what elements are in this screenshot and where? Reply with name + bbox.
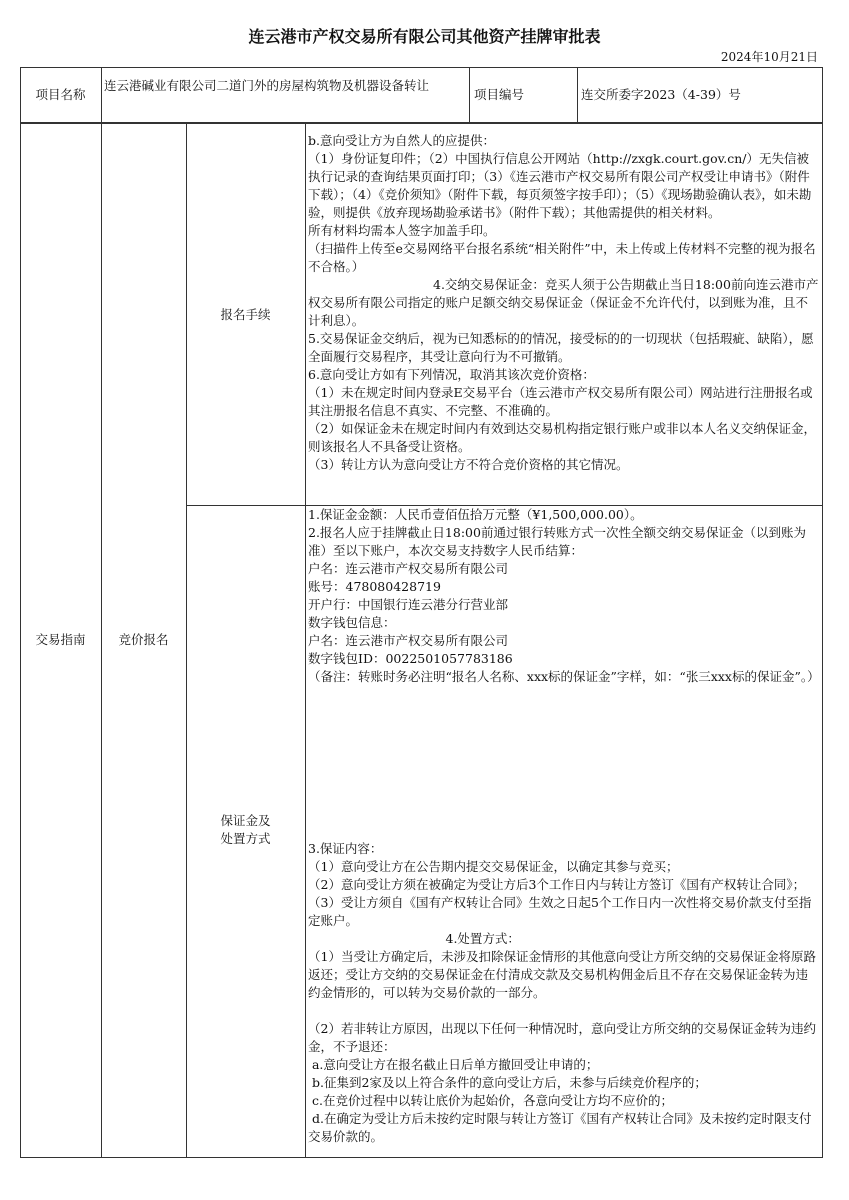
deposit-para: 4.处置方式： (308, 931, 520, 946)
deposit-para: （1）当受让方确定后，未涉及扣除保证金情形的其他意向受让方所交纳的交易保证金将原路返还；受让方交纳的交易保证金在付清成交款及交易机构佣金后且不存在交易保证金转为违约金情形的，可以转为交易价款的一部分。 (308, 949, 816, 1000)
document-date: 2024年10月21日 (720, 50, 818, 64)
deposit-para: 户名：连云港市产权交易所有限公司 (308, 561, 509, 576)
page-title: 连云港市产权交易所有限公司其他资产挂牌审批表 (248, 27, 601, 46)
deposit-para: 3.保证内容： (308, 841, 383, 856)
deposit-para: （2）若非转让方原因，出现以下任何一种情况时，意向受让方所交纳的交易保证金转为违约金，不予退还： (308, 1021, 816, 1054)
deposit-para (308, 1002, 820, 1020)
project-name-label: 项目名称 (35, 87, 86, 102)
deposit-para: d.在确定为受让方后未按约定时限与转让方签订《国有产权转让合同》及未按约定时限支付交易价款的。 (308, 1111, 812, 1144)
register-para: b.意向受让方为自然人的应提供： (308, 133, 495, 148)
deposit-para: 账号：478080428719 (308, 579, 441, 594)
project-no-label: 项目编号 (474, 87, 525, 102)
deposit-para: c.在竞价过程中以转让底价为起始价，各意向受让方均不应价的； (308, 1093, 673, 1108)
register-procedure-text (308, 132, 820, 504)
deposit-para: b.征集到2家及以上符合条件的意向受让方后，未参与后续竞价程序的； (308, 1075, 707, 1090)
deposit-text-bottom (308, 840, 820, 1157)
register-para: （扫描件上传至e交易网络平台报名系统“相关附件”中，未上传或上传材料不完整的视为报名不合格。） (308, 241, 816, 274)
deposit-para: （1）意向受让方在公告期内提交交易保证金，以确定其参与竞买； (308, 859, 679, 874)
trade-guide-label: 交易指南 (35, 632, 86, 647)
deposit-para: （3）受让方须自《国有产权转让合同》生效之日起5个工作日内一次性将交易价款支付至指定账户。 (308, 895, 812, 928)
deposit-para: 数字钱包信息： (308, 615, 396, 630)
register-para: 5.交易保证金交纳后，视为已知悉标的的情况，接受标的的一切现状（包括瑕疵、缺陷），愿全面履行交易程序，其受让意向行为不可撤销。 (308, 331, 814, 364)
deposit-para: 开户行：中国银行连云港分行营业部 (308, 597, 509, 612)
register-procedure-label: 报名手续 (220, 307, 271, 322)
register-para: （2）如保证金未在规定时间内有效到达交易机构指定银行账户或非以本人名义交纳保证金，则该报名人不具备受让资格。 (308, 421, 816, 454)
project-no-value: 连交所委字2023（4-39）号 (581, 87, 741, 102)
deposit-label-line1: 保证金及 (220, 813, 271, 828)
register-para: 6.意向受让方如有下列情况，取消其该次竞价资格： (308, 367, 595, 382)
deposit-method-label (186, 812, 305, 848)
register-para: （1）未在规定时间内登录E交易平台（连云港市产权交易所有限公司）网站进行注册报名或其注册报名信息不真实、不完整、不准确的。 (308, 385, 813, 418)
deposit-para: 2.报名人应于挂牌截止日18:00前通过银行转账方式一次性全额交纳交易保证金（以到账为准）至以下账户，本次交易支持数字人民币结算： (308, 525, 806, 558)
bid-register-label: 竞价报名 (118, 632, 169, 647)
deposit-label-line2: 处置方式 (220, 831, 271, 846)
register-para: 4.交纳交易保证金：竞买人须于公告期截止当日18:00前向连云港市产权交易所有限公司指定的账户足额交纳交易保证金（保证金不允许代付，以到账为准，且不计利息）。 (308, 277, 819, 328)
deposit-para: 1.保证金金额：人民币壹佰伍拾万元整（¥1,500,000.00）。 (308, 507, 643, 522)
deposit-para: a.意向受让方在报名截止日后单方撤回受让申请的； (308, 1057, 599, 1072)
deposit-para: 户名：连云港市产权交易所有限公司 (308, 633, 509, 648)
deposit-para: （2）意向受让方须在被确定为受让方后3个工作日内与转让方签订《国有产权转让合同》； (308, 877, 806, 892)
register-para: 所有材料均需本人签字加盖手印。 (308, 223, 496, 238)
project-name-value: 连云港碱业有限公司二道门外的房屋构筑物及机器设备转让 (104, 78, 430, 93)
deposit-para: 数字钱包ID：0022501057783186 (308, 651, 513, 666)
register-para: （3）转让方认为意向受让方不符合竞价资格的其它情况。 (308, 457, 629, 472)
deposit-text-top (308, 506, 820, 686)
deposit-para: （备注：转账时务必注明“报名人名称、xxx标的保证金”字样，如：“张三xxx标的保证金”。） (308, 669, 820, 684)
register-para: （1）身份证复印件；（2）中国执行信息公开网站（http://zxgk.court.gov.cn/）无失信被执行记录的查询结果页面打印；（3）《连云港市产权交易所有限公司产权受让申请书》（附件下载）；（4）《竞价须知》（附件下载，每页须签字按手印）；（5）《现场勘验确认表》，如未勘验，则提供《放弃现场勘验承诺书》（附件下载）；其他需提供的相关材料。 (308, 151, 812, 220)
